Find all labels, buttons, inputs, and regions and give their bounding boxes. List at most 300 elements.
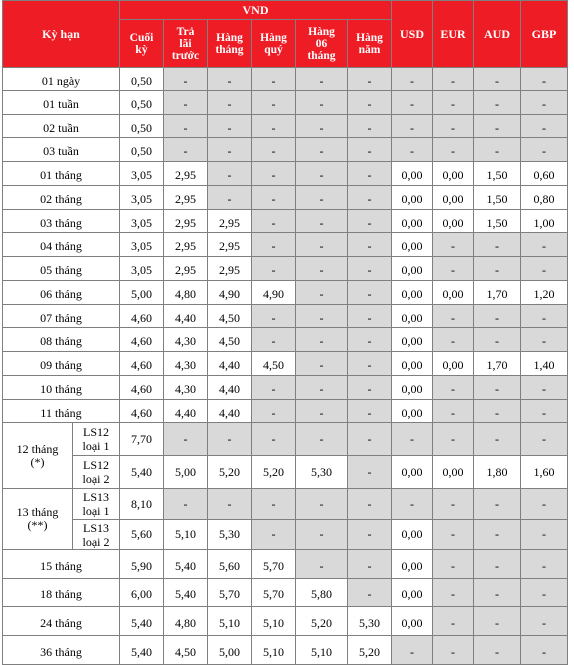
line: trước xyxy=(171,49,200,62)
vnd-header: VND xyxy=(120,1,392,20)
aud-rate-cell: - xyxy=(474,423,521,456)
monthly-rate-cell: 4,40 xyxy=(208,376,252,400)
term-group-note: (*) xyxy=(30,454,45,469)
prepaid-rate-cell: 2,95 xyxy=(164,233,208,257)
sub-term-cell xyxy=(73,423,120,456)
aud-rate-cell: - xyxy=(474,138,521,162)
table-row xyxy=(3,115,568,138)
table-row xyxy=(3,257,568,281)
line: loại 2 xyxy=(82,472,110,486)
yearly-rate-cell: - xyxy=(348,550,392,579)
eur-rate-cell: - xyxy=(433,257,474,281)
quarterly-rate-cell: - xyxy=(252,423,296,456)
end-of-term-rate-cell: 4,60 xyxy=(120,352,164,376)
aud-rate-cell: 1,80 xyxy=(474,456,521,489)
prepaid-rate-cell: 2,95 xyxy=(164,257,208,281)
aud-header: AUD xyxy=(474,1,521,68)
table-row xyxy=(3,636,568,665)
quarterly-rate-cell: - xyxy=(252,162,296,186)
eur-rate-cell: - xyxy=(433,489,474,520)
gbp-rate-cell: - xyxy=(521,376,568,400)
usd-rate-cell: 0,00 xyxy=(392,210,433,233)
quarterly-rate-cell: - xyxy=(252,91,296,115)
line: loại 1 xyxy=(82,504,110,518)
line: LS13 xyxy=(82,520,109,535)
table-row xyxy=(3,233,568,257)
prepaid-rate-cell: 2,95 xyxy=(164,210,208,233)
term-cell: 05 tháng xyxy=(3,257,120,281)
aud-rate-cell: - xyxy=(474,636,521,665)
aud-rate-cell: - xyxy=(474,91,521,115)
aud-rate-cell: - xyxy=(474,579,521,607)
quarterly-rate-cell: 4,50 xyxy=(252,352,296,376)
aud-rate-cell: 1,50 xyxy=(474,186,521,210)
six-monthly-rate-cell: - xyxy=(296,520,348,550)
monthly-rate-cell: - xyxy=(208,162,252,186)
six-monthly-rate-cell: - xyxy=(296,489,348,520)
aud-rate-cell: - xyxy=(474,400,521,423)
six-monthly-rate-cell: - xyxy=(296,162,348,186)
term-group-label: 12 tháng xyxy=(16,441,59,456)
term-cell: 02 tuần xyxy=(3,115,120,138)
gbp-rate-cell: - xyxy=(521,68,568,91)
six-monthly-rate-cell: - xyxy=(296,352,348,376)
table-row xyxy=(3,400,568,423)
table-row xyxy=(3,550,568,579)
yearly-rate-cell: - xyxy=(348,138,392,162)
term-cell: 01 tuần xyxy=(3,91,120,115)
table-body xyxy=(3,68,568,665)
term-cell: 06 tháng xyxy=(3,281,120,305)
prepaid-rate-cell: - xyxy=(164,91,208,115)
aud-rate-cell: - xyxy=(474,115,521,138)
eur-rate-cell: - xyxy=(433,233,474,257)
end-of-term-rate-cell: 7,70 xyxy=(120,423,164,456)
six-monthly-rate-cell: - xyxy=(296,376,348,400)
gbp-rate-cell: - xyxy=(521,636,568,665)
yearly-rate-cell: - xyxy=(348,456,392,489)
prepaid-rate-cell: 5,10 xyxy=(164,520,208,550)
gbp-rate-cell: 1,20 xyxy=(521,281,568,305)
monthly-rate-cell: 4,40 xyxy=(208,400,252,423)
term-cell: 08 tháng xyxy=(3,328,120,352)
gbp-rate-cell: - xyxy=(521,400,568,423)
yearly-rate-cell: - xyxy=(348,186,392,210)
usd-rate-cell: - xyxy=(392,115,433,138)
table-row xyxy=(3,423,568,456)
aud-rate-cell: - xyxy=(474,376,521,400)
usd-rate-cell: - xyxy=(392,423,433,456)
gbp-rate-cell: 0,60 xyxy=(521,162,568,186)
usd-rate-cell: - xyxy=(392,138,433,162)
gbp-rate-cell: 0,80 xyxy=(521,186,568,210)
eur-rate-cell: - xyxy=(433,91,474,115)
line: loại 1 xyxy=(82,439,110,453)
line: năm xyxy=(358,43,381,56)
eur-rate-cell: - xyxy=(433,400,474,423)
quarterly-rate-cell: - xyxy=(252,400,296,423)
term-cell: 03 tháng xyxy=(3,210,120,233)
end-of-term-rate-cell: 3,05 xyxy=(120,162,164,186)
yearly-rate-cell: - xyxy=(348,400,392,423)
eur-header: EUR xyxy=(433,1,474,68)
line: Hàng xyxy=(260,31,287,44)
yearly-rate-cell: - xyxy=(348,162,392,186)
line: quý xyxy=(264,43,283,56)
aud-rate-cell: 1,50 xyxy=(474,162,521,186)
end-of-term-rate-cell: 3,05 xyxy=(120,210,164,233)
gbp-rate-cell: 1,40 xyxy=(521,352,568,376)
quarterly-rate-cell: - xyxy=(252,115,296,138)
end-of-term-rate-cell: 8,10 xyxy=(120,489,164,520)
eur-rate-cell: - xyxy=(433,115,474,138)
gbp-rate-cell: - xyxy=(521,579,568,607)
line: tháng xyxy=(215,43,244,56)
prepaid-rate-cell: 4,30 xyxy=(164,352,208,376)
line: Hàng xyxy=(216,31,243,44)
monthly-header xyxy=(208,20,252,68)
usd-rate-cell: 0,00 xyxy=(392,281,433,305)
yearly-rate-cell: - xyxy=(348,489,392,520)
term-cell: 18 tháng xyxy=(3,579,120,607)
monthly-rate-cell: - xyxy=(208,186,252,210)
end-of-term-rate-cell: 3,05 xyxy=(120,257,164,281)
prepaid-header xyxy=(164,20,208,68)
yearly-rate-cell: - xyxy=(348,233,392,257)
quarterly-rate-cell: - xyxy=(252,520,296,550)
monthly-rate-cell: - xyxy=(208,489,252,520)
prepaid-rate-cell: 4,80 xyxy=(164,607,208,636)
quarterly-rate-cell: - xyxy=(252,210,296,233)
quarterly-rate-cell: - xyxy=(252,138,296,162)
monthly-rate-cell: - xyxy=(208,423,252,456)
prepaid-rate-cell: - xyxy=(164,138,208,162)
prepaid-rate-cell: - xyxy=(164,423,208,456)
table-row xyxy=(3,456,568,489)
six-monthly-rate-cell: 5,80 xyxy=(296,579,348,607)
eur-rate-cell: - xyxy=(433,68,474,91)
monthly-rate-cell: 4,50 xyxy=(208,328,252,352)
yearly-rate-cell: - xyxy=(348,281,392,305)
yearly-rate-cell: - xyxy=(348,520,392,550)
term-cell: 11 tháng xyxy=(3,400,120,423)
six-monthly-rate-cell: - xyxy=(296,115,348,138)
term-group-cell xyxy=(3,489,73,550)
table-row xyxy=(3,210,568,233)
table-row xyxy=(3,138,568,162)
prepaid-rate-cell: - xyxy=(164,115,208,138)
monthly-rate-cell: 5,00 xyxy=(208,636,252,665)
gbp-rate-cell: - xyxy=(521,91,568,115)
aud-rate-cell: 1,50 xyxy=(474,210,521,233)
monthly-rate-cell: 4,90 xyxy=(208,281,252,305)
prepaid-rate-cell: - xyxy=(164,489,208,520)
aud-rate-cell: - xyxy=(474,520,521,550)
quarterly-rate-cell: 5,10 xyxy=(252,607,296,636)
usd-rate-cell: - xyxy=(392,91,433,115)
yearly-rate-cell: - xyxy=(348,423,392,456)
gbp-rate-cell: - xyxy=(521,115,568,138)
end-of-term-rate-cell: 4,60 xyxy=(120,400,164,423)
term-cell: 15 tháng xyxy=(3,550,120,579)
end-of-term-rate-cell: 0,50 xyxy=(120,138,164,162)
term-cell: 36 tháng xyxy=(3,636,120,665)
line: LS13 xyxy=(82,490,109,504)
table-row xyxy=(3,281,568,305)
gbp-rate-cell: 1,60 xyxy=(521,456,568,489)
end-of-term-rate-cell: 4,60 xyxy=(120,376,164,400)
gbp-rate-cell: - xyxy=(521,257,568,281)
monthly-rate-cell: - xyxy=(208,91,252,115)
term-cell: 02 tháng xyxy=(3,186,120,210)
yearly-rate-cell: - xyxy=(348,257,392,281)
eur-rate-cell: - xyxy=(433,138,474,162)
quarterly-rate-cell: - xyxy=(252,257,296,281)
six-monthly-rate-cell: - xyxy=(296,68,348,91)
term-cell: 09 tháng xyxy=(3,352,120,376)
sub-term-cell xyxy=(73,456,120,489)
monthly-rate-cell: 4,50 xyxy=(208,305,252,328)
gbp-rate-cell: 1,00 xyxy=(521,210,568,233)
monthly-rate-cell: 5,60 xyxy=(208,550,252,579)
six-monthly-rate-cell: - xyxy=(296,305,348,328)
quarterly-rate-cell: 5,70 xyxy=(252,550,296,579)
line: Hàng xyxy=(356,31,383,44)
quarterly-rate-cell: 5,10 xyxy=(252,636,296,665)
aud-rate-cell: - xyxy=(474,489,521,520)
table-row xyxy=(3,489,568,520)
gbp-rate-cell: - xyxy=(521,305,568,328)
table-row xyxy=(3,376,568,400)
six-monthly-rate-cell: - xyxy=(296,138,348,162)
eur-rate-cell: - xyxy=(433,328,474,352)
six-monthly-rate-cell: 5,30 xyxy=(296,456,348,489)
monthly-rate-cell: 2,95 xyxy=(208,257,252,281)
usd-rate-cell: 0,00 xyxy=(392,520,433,550)
line: LS12 xyxy=(82,458,109,472)
six-monthly-rate-cell: - xyxy=(296,91,348,115)
eur-rate-cell: 0,00 xyxy=(433,352,474,376)
gbp-rate-cell: - xyxy=(521,328,568,352)
table-row xyxy=(3,186,568,210)
monthly-rate-cell: 2,95 xyxy=(208,210,252,233)
six-monthly-rate-cell: 5,20 xyxy=(296,607,348,636)
sub-term-cell xyxy=(73,489,120,520)
quarterly-rate-cell: - xyxy=(252,489,296,520)
yearly-rate-cell: - xyxy=(348,328,392,352)
usd-rate-cell: 0,00 xyxy=(392,550,433,579)
yearly-rate-cell: - xyxy=(348,91,392,115)
prepaid-rate-cell: 4,30 xyxy=(164,376,208,400)
prepaid-rate-cell: 5,40 xyxy=(164,550,208,579)
yearly-rate-cell: - xyxy=(348,352,392,376)
six-monthly-rate-cell: - xyxy=(296,328,348,352)
monthly-rate-cell: 2,95 xyxy=(208,233,252,257)
end-of-term-rate-cell: 5,40 xyxy=(120,607,164,636)
usd-rate-cell: 0,00 xyxy=(392,579,433,607)
six-monthly-header xyxy=(296,20,348,68)
aud-rate-cell: - xyxy=(474,607,521,636)
eur-rate-cell: - xyxy=(433,607,474,636)
term-cell: 03 tuần xyxy=(3,138,120,162)
yearly-rate-cell: - xyxy=(348,305,392,328)
quarterly-rate-cell: 5,20 xyxy=(252,456,296,489)
prepaid-rate-cell: - xyxy=(164,68,208,91)
usd-header: USD xyxy=(392,1,433,68)
usd-rate-cell: 0,00 xyxy=(392,607,433,636)
eur-rate-cell: - xyxy=(433,636,474,665)
table-header xyxy=(3,1,568,68)
aud-rate-cell: 1,70 xyxy=(474,281,521,305)
yearly-rate-cell: 5,30 xyxy=(348,607,392,636)
end-of-term-rate-cell: 4,60 xyxy=(120,305,164,328)
end-of-term-rate-cell: 6,00 xyxy=(120,579,164,607)
prepaid-rate-cell: 4,30 xyxy=(164,328,208,352)
yearly-rate-cell: - xyxy=(348,579,392,607)
aud-rate-cell: - xyxy=(474,68,521,91)
yearly-rate-cell: - xyxy=(348,68,392,91)
monthly-rate-cell: 5,30 xyxy=(208,520,252,550)
term-cell: 24 tháng xyxy=(3,607,120,636)
prepaid-rate-cell: 5,40 xyxy=(164,579,208,607)
quarterly-rate-cell: - xyxy=(252,376,296,400)
end-of-term-header xyxy=(120,20,164,68)
line: lãi xyxy=(179,37,192,50)
quarterly-rate-cell: 5,70 xyxy=(252,579,296,607)
term-cell: 10 tháng xyxy=(3,376,120,400)
quarterly-rate-cell: - xyxy=(252,186,296,210)
quarterly-rate-cell: - xyxy=(252,305,296,328)
gbp-header: GBP xyxy=(521,1,568,68)
line: kỳ xyxy=(135,43,148,56)
line: loại 2 xyxy=(82,534,110,549)
table-row xyxy=(3,520,568,550)
aud-rate-cell: - xyxy=(474,328,521,352)
term-group-note: (**) xyxy=(27,518,48,532)
gbp-rate-cell: - xyxy=(521,520,568,550)
eur-rate-cell: 0,00 xyxy=(433,456,474,489)
monthly-rate-cell: 5,70 xyxy=(208,579,252,607)
six-monthly-rate-cell: - xyxy=(296,423,348,456)
six-monthly-rate-cell: - xyxy=(296,550,348,579)
end-of-term-rate-cell: 0,50 xyxy=(120,115,164,138)
eur-rate-cell: 0,00 xyxy=(433,186,474,210)
term-group-label: 13 tháng xyxy=(16,505,59,519)
gbp-rate-cell: - xyxy=(521,423,568,456)
prepaid-rate-cell: 2,95 xyxy=(164,186,208,210)
monthly-rate-cell: 4,40 xyxy=(208,352,252,376)
sub-term-cell xyxy=(73,520,120,550)
yearly-rate-cell: - xyxy=(348,115,392,138)
table-row xyxy=(3,328,568,352)
monthly-rate-cell: - xyxy=(208,115,252,138)
end-of-term-rate-cell: 4,60 xyxy=(120,328,164,352)
yearly-rate-cell: - xyxy=(348,376,392,400)
aud-rate-cell: - xyxy=(474,550,521,579)
eur-rate-cell: - xyxy=(433,579,474,607)
monthly-rate-cell: - xyxy=(208,138,252,162)
table-row xyxy=(3,91,568,115)
usd-rate-cell: - xyxy=(392,636,433,665)
term-cell: 04 tháng xyxy=(3,233,120,257)
end-of-term-rate-cell: 5,90 xyxy=(120,550,164,579)
eur-rate-cell: - xyxy=(433,550,474,579)
end-of-term-rate-cell: 5,00 xyxy=(120,281,164,305)
line: Cuối xyxy=(129,31,154,44)
monthly-rate-cell: 5,20 xyxy=(208,456,252,489)
line: Hàng xyxy=(308,25,335,38)
term-cell: 01 ngày xyxy=(3,68,120,91)
yearly-rate-cell: 5,20 xyxy=(348,636,392,665)
usd-rate-cell: 0,00 xyxy=(392,186,433,210)
gbp-rate-cell: - xyxy=(521,233,568,257)
usd-rate-cell: 0,00 xyxy=(392,376,433,400)
table-row xyxy=(3,579,568,607)
usd-rate-cell: 0,00 xyxy=(392,352,433,376)
six-monthly-rate-cell: - xyxy=(296,233,348,257)
table-row xyxy=(3,607,568,636)
six-monthly-rate-cell: - xyxy=(296,186,348,210)
quarterly-rate-cell: - xyxy=(252,233,296,257)
prepaid-rate-cell: 2,95 xyxy=(164,162,208,186)
line: Trả xyxy=(176,25,195,38)
term-cell: 07 tháng xyxy=(3,305,120,328)
end-of-term-rate-cell: 3,05 xyxy=(120,186,164,210)
table-row xyxy=(3,68,568,91)
usd-rate-cell: 0,00 xyxy=(392,257,433,281)
usd-rate-cell: 0,00 xyxy=(392,328,433,352)
term-group-cell xyxy=(3,423,73,489)
yearly-header xyxy=(348,20,392,68)
usd-rate-cell: 0,00 xyxy=(392,305,433,328)
table-row xyxy=(3,305,568,328)
six-monthly-rate-cell: - xyxy=(296,281,348,305)
line: LS12 xyxy=(82,425,109,439)
monthly-rate-cell: - xyxy=(208,68,252,91)
end-of-term-rate-cell: 0,50 xyxy=(120,68,164,91)
six-monthly-rate-cell: - xyxy=(296,257,348,281)
end-of-term-rate-cell: 5,40 xyxy=(120,456,164,489)
prepaid-rate-cell: 4,80 xyxy=(164,281,208,305)
gbp-rate-cell: - xyxy=(521,489,568,520)
usd-rate-cell: - xyxy=(392,489,433,520)
gbp-rate-cell: - xyxy=(521,550,568,579)
quarterly-rate-cell: - xyxy=(252,328,296,352)
prepaid-rate-cell: 5,00 xyxy=(164,456,208,489)
end-of-term-rate-cell: 0,50 xyxy=(120,91,164,115)
six-monthly-rate-cell: - xyxy=(296,400,348,423)
eur-rate-cell: - xyxy=(433,423,474,456)
gbp-rate-cell: - xyxy=(521,138,568,162)
yearly-rate-cell: - xyxy=(348,210,392,233)
usd-rate-cell: 0,00 xyxy=(392,233,433,257)
quarterly-rate-cell: - xyxy=(252,68,296,91)
eur-rate-cell: - xyxy=(433,376,474,400)
end-of-term-rate-cell: 5,60 xyxy=(120,520,164,550)
line: 06 xyxy=(315,37,328,50)
quarterly-header xyxy=(252,20,296,68)
usd-rate-cell: 0,00 xyxy=(392,400,433,423)
monthly-rate-cell: 5,10 xyxy=(208,607,252,636)
interest-rate-table xyxy=(2,0,568,665)
quarterly-rate-cell: 4,90 xyxy=(252,281,296,305)
eur-rate-cell: 0,00 xyxy=(433,162,474,186)
gbp-rate-cell: - xyxy=(521,607,568,636)
eur-rate-cell: - xyxy=(433,520,474,550)
usd-rate-cell: - xyxy=(392,68,433,91)
six-monthly-rate-cell: 5,10 xyxy=(296,636,348,665)
aud-rate-cell: - xyxy=(474,233,521,257)
